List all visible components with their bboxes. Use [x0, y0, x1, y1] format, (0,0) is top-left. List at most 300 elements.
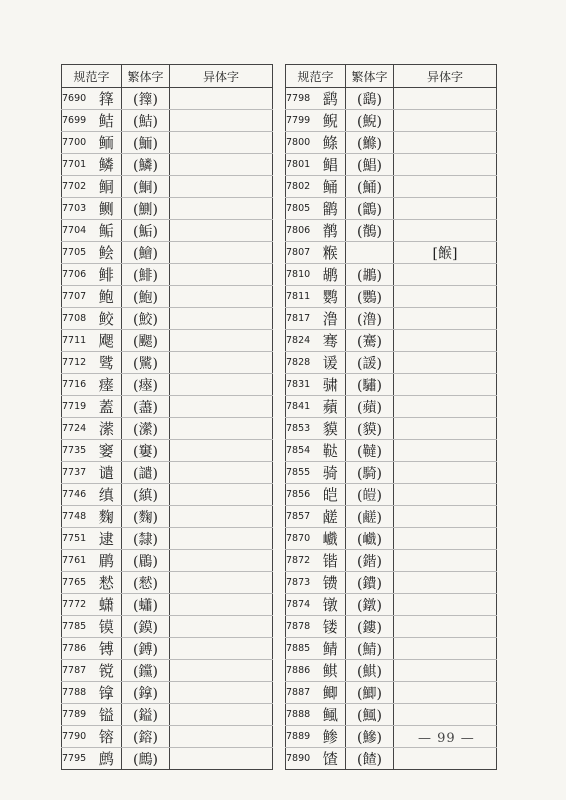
- table-row: [286, 572, 497, 594]
- table-row: [286, 418, 497, 440]
- variant-char: [394, 484, 497, 506]
- traditional-char: (籜): [122, 88, 170, 110]
- traditional-char: (鯧): [346, 154, 394, 176]
- standard-char: 蟏: [92, 594, 122, 616]
- traditional-char: (巇): [346, 528, 394, 550]
- char-number: 7712: [62, 352, 92, 374]
- table-row: [62, 176, 273, 198]
- table-row: [286, 352, 497, 374]
- char-number: 7788: [62, 682, 92, 704]
- standard-char: 鲵: [316, 110, 346, 132]
- traditional-char: (鶺): [346, 220, 394, 242]
- standard-char: 鲛: [92, 308, 122, 330]
- traditional-char: (韃): [346, 440, 394, 462]
- traditional-char: (鮚): [122, 110, 170, 132]
- variant-char: [394, 88, 497, 110]
- variant-char: [394, 616, 497, 638]
- variant-char: [394, 176, 497, 198]
- standard-char: 鲭: [316, 638, 346, 660]
- table-row: [286, 132, 497, 154]
- standard-char: 鲱: [92, 264, 122, 286]
- standard-char: 瘗: [92, 374, 122, 396]
- char-number: 7888: [286, 704, 316, 726]
- table-body-right: [286, 88, 497, 770]
- variant-char: [394, 132, 497, 154]
- traditional-char: (鮑): [122, 286, 170, 308]
- table-row: [62, 748, 273, 770]
- table-row: [62, 88, 273, 110]
- standard-char: 鹕: [316, 264, 346, 286]
- traditional-char: (鍇): [346, 550, 394, 572]
- table-row: [62, 132, 273, 154]
- traditional-char: (鶘): [346, 264, 394, 286]
- char-number: 7795: [62, 748, 92, 770]
- char-number: 7703: [62, 198, 92, 220]
- variant-char: [394, 110, 497, 132]
- variant-char: [170, 176, 273, 198]
- traditional-char: (鮦): [122, 176, 170, 198]
- table-row: [62, 264, 273, 286]
- char-number: 7854: [286, 440, 316, 462]
- traditional-char: (鰂): [122, 198, 170, 220]
- table-header-row: [286, 65, 497, 88]
- traditional-char: [346, 242, 394, 264]
- table-row: [286, 110, 497, 132]
- traditional-char: (皚): [346, 484, 394, 506]
- traditional-char: (麴): [122, 506, 170, 528]
- traditional-char: (諼): [346, 352, 394, 374]
- char-number: 7831: [286, 374, 316, 396]
- char-number: 7887: [286, 682, 316, 704]
- standard-char: 鲒: [92, 110, 122, 132]
- header-traditional: 繁体字: [346, 65, 394, 88]
- standard-char: 鲙: [92, 242, 122, 264]
- variant-char: [170, 220, 273, 242]
- table-row: [286, 88, 497, 110]
- traditional-char: (鷂): [346, 88, 394, 110]
- standard-char: 鲘: [92, 220, 122, 242]
- traditional-char: (鶥): [122, 550, 170, 572]
- standard-char: 鹛: [92, 550, 122, 572]
- standard-char: 馇: [316, 748, 346, 770]
- standard-char: 鲬: [316, 176, 346, 198]
- header-standard: 规范字: [62, 65, 122, 88]
- traditional-char: (譴): [122, 462, 170, 484]
- char-number: 7853: [286, 418, 316, 440]
- variant-char: [394, 330, 497, 352]
- traditional-char: (鯕): [346, 660, 394, 682]
- variant-char: [394, 506, 497, 528]
- table-row: [62, 660, 273, 682]
- char-number: 7811: [286, 286, 316, 308]
- standard-char: 鹦: [316, 286, 346, 308]
- standard-char: 鹡: [316, 220, 346, 242]
- standard-char: 鳞: [92, 154, 122, 176]
- variant-char: [170, 682, 273, 704]
- table-row: [62, 572, 273, 594]
- char-number: 7878: [286, 616, 316, 638]
- standard-char: 骕: [316, 374, 346, 396]
- traditional-char: (鯖): [346, 638, 394, 660]
- standard-char: 镕: [92, 726, 122, 748]
- char-number: 7856: [286, 484, 316, 506]
- traditional-char: (鱗): [122, 154, 170, 176]
- variant-char: [394, 440, 497, 462]
- table-row: [286, 638, 497, 660]
- traditional-char: (鯡): [122, 264, 170, 286]
- standard-char: 锴: [316, 550, 346, 572]
- table-row: [62, 462, 273, 484]
- standard-char: 镒: [92, 704, 122, 726]
- char-number: 7828: [286, 352, 316, 374]
- table-row: [286, 396, 497, 418]
- table-row: [286, 660, 497, 682]
- traditional-char: (窶): [122, 440, 170, 462]
- standard-char: 慭: [92, 572, 122, 594]
- table-row: [62, 506, 273, 528]
- variant-char: [170, 352, 273, 374]
- table-row: [62, 418, 273, 440]
- table-row: [62, 308, 273, 330]
- char-number: 7711: [62, 330, 92, 352]
- variant-char: [394, 352, 497, 374]
- header-variant: 异体字: [170, 65, 273, 88]
- variant-char: [170, 550, 273, 572]
- traditional-char: (瘞): [122, 374, 170, 396]
- variant-char: [170, 396, 273, 418]
- standard-char: 窭: [92, 440, 122, 462]
- table-row: [62, 726, 273, 748]
- variant-char: [170, 462, 273, 484]
- table-row: [286, 550, 497, 572]
- variant-char: [170, 506, 273, 528]
- char-number: 7716: [62, 374, 92, 396]
- standard-char: 鲕: [92, 132, 122, 154]
- traditional-char: (鐨): [346, 572, 394, 594]
- traditional-char: (鐓): [346, 594, 394, 616]
- character-table-left: [61, 64, 273, 770]
- char-number: 7805: [286, 198, 316, 220]
- standard-char: 澛: [316, 308, 346, 330]
- table-row: [286, 374, 497, 396]
- variant-char: [170, 374, 273, 396]
- page-number: — 99 —: [418, 731, 475, 746]
- variant-char: [394, 198, 497, 220]
- traditional-char: (驌): [346, 374, 394, 396]
- table-row: [286, 594, 497, 616]
- standard-char: 鹾: [316, 506, 346, 528]
- char-number: 7735: [62, 440, 92, 462]
- table-row: [286, 308, 497, 330]
- char-number: 7855: [286, 462, 316, 484]
- standard-char: 鲺: [316, 704, 346, 726]
- char-number: 7799: [286, 110, 316, 132]
- traditional-char: (瀠): [122, 418, 170, 440]
- char-number: 7746: [62, 484, 92, 506]
- traditional-char: (鯢): [346, 110, 394, 132]
- variant-char: [394, 528, 497, 550]
- char-number: 7705: [62, 242, 92, 264]
- traditional-char: (鎿): [122, 682, 170, 704]
- table-row: [62, 638, 273, 660]
- table-row: [62, 616, 273, 638]
- standard-char: 镎: [92, 682, 122, 704]
- char-number: 7785: [62, 616, 92, 638]
- char-number: 7690: [62, 88, 92, 110]
- traditional-char: (钂): [122, 660, 170, 682]
- standard-char: 鲍: [92, 286, 122, 308]
- variant-char: [394, 220, 497, 242]
- variant-char: [394, 704, 497, 726]
- traditional-char: (鱠): [122, 242, 170, 264]
- variant-char: [394, 418, 497, 440]
- variant-char: [170, 616, 273, 638]
- table-row: [286, 616, 497, 638]
- variant-char: [170, 572, 273, 594]
- char-number: 7841: [286, 396, 316, 418]
- char-number: 7719: [62, 396, 92, 418]
- table-row: [286, 682, 497, 704]
- variant-char: [170, 330, 273, 352]
- header-traditional: 繁体字: [122, 65, 170, 88]
- variant-char: [394, 638, 497, 660]
- character-table-right: [285, 64, 497, 770]
- traditional-char: (鯒): [346, 176, 394, 198]
- standard-char: 鲳: [316, 154, 346, 176]
- table-row: [62, 220, 273, 242]
- traditional-char: (騭): [122, 352, 170, 374]
- char-number: 7889: [286, 726, 316, 748]
- standard-char: 糇: [316, 242, 346, 264]
- variant-char: [170, 286, 273, 308]
- variant-char: [餱]: [394, 242, 497, 264]
- table-row: [62, 594, 273, 616]
- variant-char: [170, 726, 273, 748]
- char-number: 7872: [286, 550, 316, 572]
- variant-char: [394, 550, 497, 572]
- char-number: 7761: [62, 550, 92, 572]
- standard-char: 谖: [316, 352, 346, 374]
- variant-char: [170, 594, 273, 616]
- table-row: [62, 484, 273, 506]
- variant-char: [170, 110, 273, 132]
- standard-char: 骑: [316, 462, 346, 484]
- table-row: [62, 286, 273, 308]
- variant-char: [170, 418, 273, 440]
- standard-char: 骘: [92, 352, 122, 374]
- table-row: [286, 484, 497, 506]
- traditional-char: (縝): [122, 484, 170, 506]
- table-row: [286, 220, 497, 242]
- header-variant: 异体字: [394, 65, 497, 88]
- standard-char: 鞑: [316, 440, 346, 462]
- standard-char: 镆: [92, 616, 122, 638]
- char-number: 7701: [62, 154, 92, 176]
- table-header-row: [62, 65, 273, 88]
- table-row: [62, 154, 273, 176]
- traditional-char: (鶹): [346, 198, 394, 220]
- char-number: 7801: [286, 154, 316, 176]
- table-row: [286, 242, 497, 264]
- variant-char: [170, 638, 273, 660]
- standard-char: 鹞: [316, 88, 346, 110]
- standard-char: 鲯: [316, 660, 346, 682]
- table-row: [286, 264, 497, 286]
- char-number: 7748: [62, 506, 92, 528]
- standard-char: 镈: [92, 638, 122, 660]
- variant-char: [170, 242, 273, 264]
- variant-char: [394, 594, 497, 616]
- char-number: 7706: [62, 264, 92, 286]
- table-row: [62, 110, 273, 132]
- char-number: 7765: [62, 572, 92, 594]
- variant-char: [394, 660, 497, 682]
- traditional-char: (藎): [122, 396, 170, 418]
- table-row: [286, 528, 497, 550]
- standard-char: 鲫: [316, 682, 346, 704]
- table-row: [62, 704, 273, 726]
- variant-char: [394, 154, 497, 176]
- standard-char: 谴: [92, 462, 122, 484]
- standard-char: 骞: [316, 330, 346, 352]
- char-number: 7704: [62, 220, 92, 242]
- standard-char: 鲖: [92, 176, 122, 198]
- variant-char: [170, 748, 273, 770]
- char-number: 7873: [286, 572, 316, 594]
- char-number: 7807: [286, 242, 316, 264]
- variant-char: [394, 264, 497, 286]
- char-number: 7751: [62, 528, 92, 550]
- traditional-char: (貘): [346, 418, 394, 440]
- variant-char: [394, 462, 497, 484]
- traditional-char: (鎛): [122, 638, 170, 660]
- char-number: 7886: [286, 660, 316, 682]
- variant-char: [170, 264, 273, 286]
- variant-char: [394, 286, 497, 308]
- char-number: 7700: [62, 132, 92, 154]
- standard-char: 皑: [316, 484, 346, 506]
- table-row: [62, 550, 273, 572]
- standard-char: 蓋: [92, 396, 122, 418]
- traditional-char: (鮜): [122, 220, 170, 242]
- traditional-char: (隸): [122, 528, 170, 550]
- table-row: [62, 396, 273, 418]
- header-standard: 规范字: [286, 65, 346, 88]
- variant-char: [394, 374, 497, 396]
- table-row: [62, 352, 273, 374]
- table-row: [286, 198, 497, 220]
- traditional-char: (鯴): [346, 704, 394, 726]
- standard-char: 潆: [92, 418, 122, 440]
- traditional-char: (騎): [346, 462, 394, 484]
- table-row: [286, 440, 497, 462]
- table-row: [286, 176, 497, 198]
- standard-char: 箨: [92, 88, 122, 110]
- traditional-char: (鸚): [346, 286, 394, 308]
- table-row: [62, 682, 273, 704]
- variant-char: [170, 154, 273, 176]
- variant-char: [170, 198, 273, 220]
- traditional-char: (颸): [122, 330, 170, 352]
- standard-char: 鹠: [316, 198, 346, 220]
- char-number: 7800: [286, 132, 316, 154]
- char-number: 7802: [286, 176, 316, 198]
- table-row: [286, 154, 497, 176]
- traditional-char: (鎰): [122, 704, 170, 726]
- standard-char: 鲗: [92, 198, 122, 220]
- table-row: [62, 330, 273, 352]
- traditional-char: (蠨): [122, 594, 170, 616]
- traditional-char: (騫): [346, 330, 394, 352]
- char-number: 7806: [286, 220, 316, 242]
- variant-char: [170, 132, 273, 154]
- table-row: [286, 462, 497, 484]
- variant-char: [394, 682, 497, 704]
- table-row: [286, 330, 497, 352]
- traditional-char: (憖): [122, 572, 170, 594]
- table-row: [62, 242, 273, 264]
- standard-char: 逮: [92, 528, 122, 550]
- variant-char: [394, 572, 497, 594]
- char-number: 7772: [62, 594, 92, 616]
- char-number: 7810: [286, 264, 316, 286]
- table-row: [286, 748, 497, 770]
- traditional-char: (鰷): [346, 132, 394, 154]
- char-number: 7724: [62, 418, 92, 440]
- variant-char: [170, 660, 273, 682]
- variant-char: [170, 528, 273, 550]
- traditional-char: (鷓): [122, 748, 170, 770]
- standard-char: 蘋: [316, 396, 346, 418]
- standard-char: 缜: [92, 484, 122, 506]
- variant-char: [394, 396, 497, 418]
- standard-char: 飔: [92, 330, 122, 352]
- table-row: [62, 528, 273, 550]
- traditional-char: (鰺): [346, 726, 394, 748]
- variant-char: [170, 704, 273, 726]
- traditional-char: (蘋): [346, 396, 394, 418]
- char-number: 7824: [286, 330, 316, 352]
- traditional-char: (鏤): [346, 616, 394, 638]
- char-number: 7798: [286, 88, 316, 110]
- variant-char: [394, 748, 497, 770]
- table-row: [286, 704, 497, 726]
- standard-char: 镦: [316, 594, 346, 616]
- standard-char: 镂: [316, 616, 346, 638]
- table-row: [62, 198, 273, 220]
- char-number: 7890: [286, 748, 316, 770]
- char-number: 7737: [62, 462, 92, 484]
- char-number: 7786: [62, 638, 92, 660]
- standard-char: 巇: [316, 528, 346, 550]
- char-number: 7707: [62, 286, 92, 308]
- standard-char: 镋: [92, 660, 122, 682]
- table-row: [62, 374, 273, 396]
- char-number: 7790: [62, 726, 92, 748]
- traditional-char: (鮞): [122, 132, 170, 154]
- char-number: 7817: [286, 308, 316, 330]
- variant-char: [170, 484, 273, 506]
- standard-char: 鹧: [92, 748, 122, 770]
- standard-char: 鲦: [316, 132, 346, 154]
- variant-char: [170, 440, 273, 462]
- traditional-char: (澛): [346, 308, 394, 330]
- traditional-char: (鮫): [122, 308, 170, 330]
- standard-char: 鲹: [316, 726, 346, 748]
- variant-char: [170, 308, 273, 330]
- char-number: 7789: [62, 704, 92, 726]
- traditional-char: (餷): [346, 748, 394, 770]
